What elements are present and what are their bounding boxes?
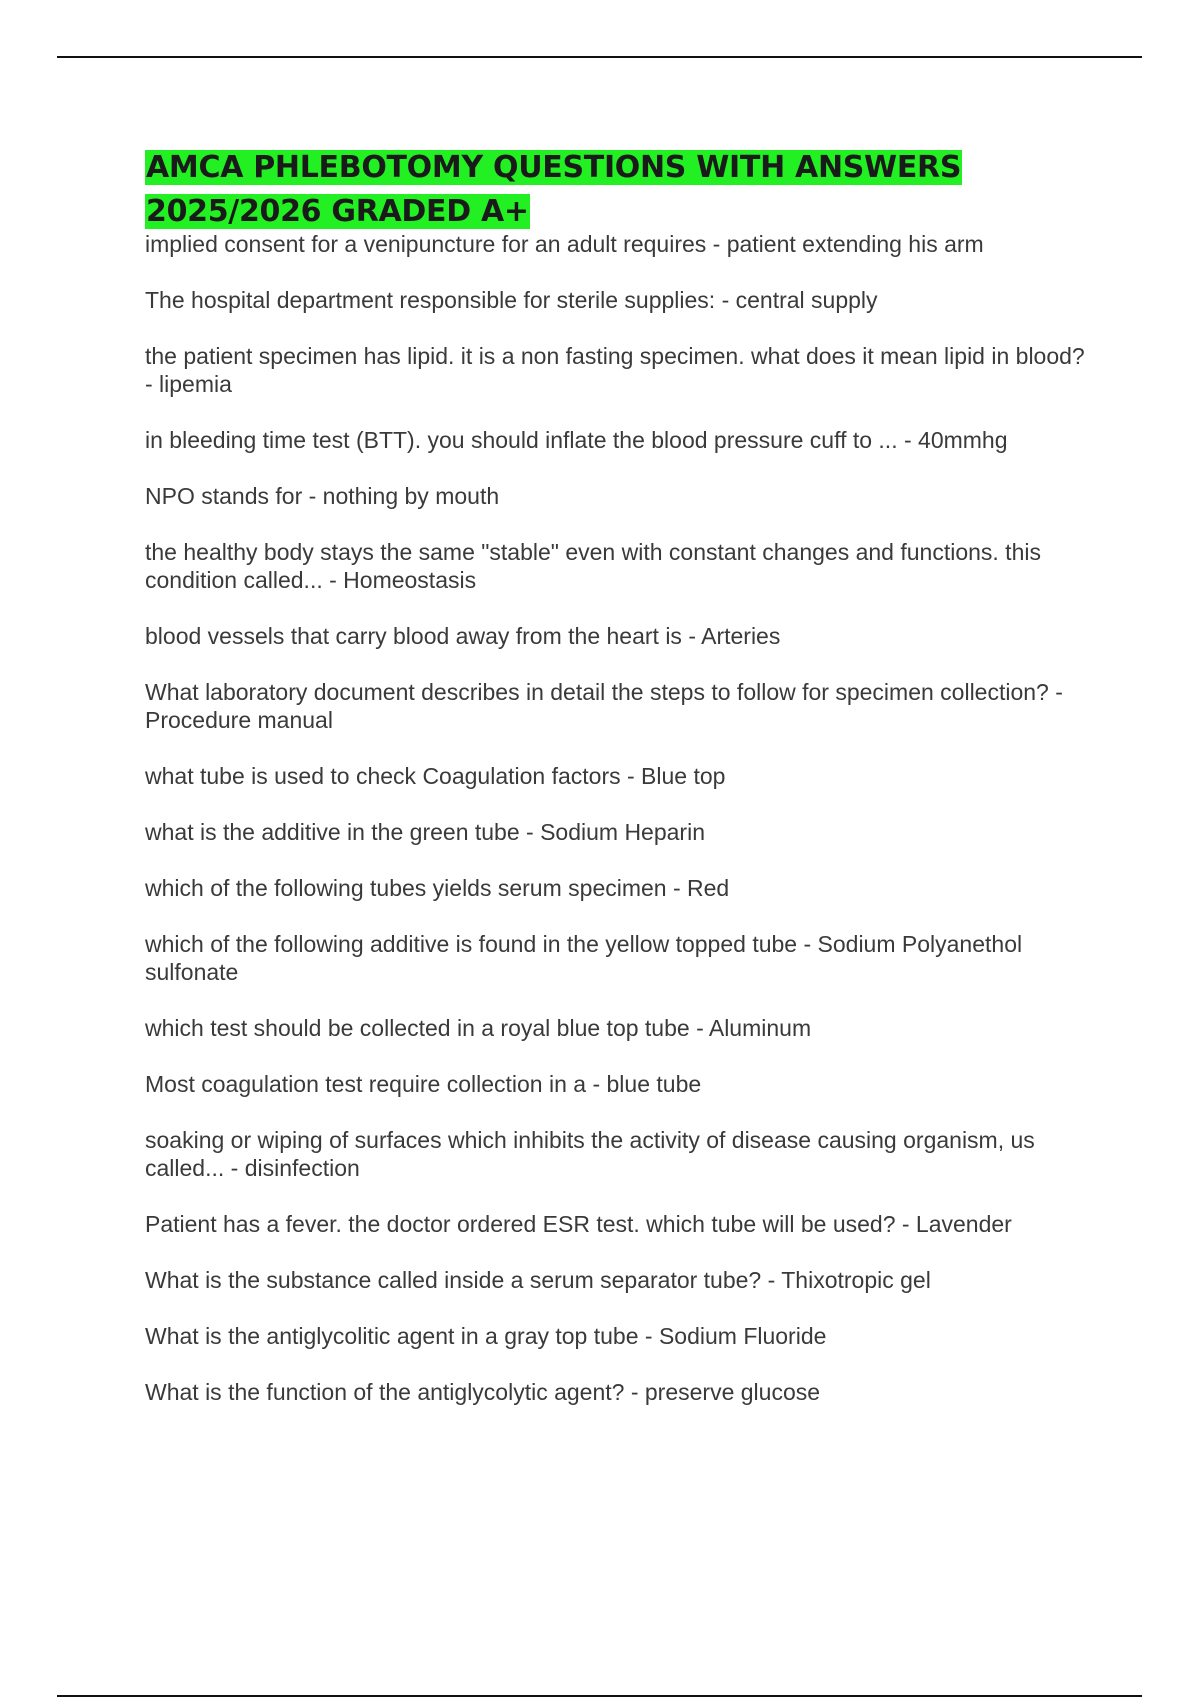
- qa-item: soaking or wiping of surfaces which inhibits the activity of disease causing organism, us called... - disinfection: [145, 1127, 1035, 1181]
- title-line-2: 2025/2026 GRADED A+: [146, 194, 529, 229]
- qa-item: The hospital department responsible for sterile supplies: - central supply: [145, 287, 878, 313]
- qa-item: the patient specimen has lipid. it is a non fasting specimen. what does it mean lipid in blood? - lipemia: [145, 343, 1085, 397]
- qa-item: What is the function of the antiglycolytic agent? - preserve glucose: [145, 1379, 821, 1405]
- qa-list: [145, 230, 1095, 1406]
- top-rule: [57, 56, 1142, 58]
- qa-item: implied consent for a venipuncture for an adult requires - patient extending his arm: [145, 231, 984, 257]
- qa-item: which test should be collected in a royal blue top tube - Aluminum: [145, 1015, 812, 1041]
- qa-item: which of the following additive is found in the yellow topped tube - Sodium Polyanethol sulfonate: [145, 931, 1023, 985]
- bottom-rule: [57, 1695, 1142, 1697]
- title-line-1: AMCA PHLEBOTOMY QUESTIONS WITH ANSWERS: [146, 150, 962, 185]
- qa-item: What is the substance called inside a serum separator tube? - Thixotropic gel: [145, 1267, 931, 1293]
- qa-item: what tube is used to check Coagulation factors - Blue top: [145, 763, 726, 789]
- qa-item: Patient has a fever. the doctor ordered ESR test. which tube will be used? - Lavender: [145, 1211, 1012, 1237]
- qa-item: NPO stands for - nothing by mouth: [145, 483, 500, 509]
- document-title: [145, 146, 1095, 234]
- qa-item: What laboratory document describes in detail the steps to follow for specimen collection? - Procedure manual: [145, 679, 1063, 733]
- qa-item: which of the following tubes yields serum specimen - Red: [145, 875, 730, 901]
- document-body: [145, 146, 1095, 1434]
- qa-item: blood vessels that carry blood away from the heart is - Arteries: [145, 623, 781, 649]
- qa-item: what is the additive in the green tube - Sodium Heparin: [145, 819, 705, 845]
- qa-item: What is the antiglycolitic agent in a gray top tube - Sodium Fluoride: [145, 1323, 827, 1349]
- qa-item: the healthy body stays the same "stable" even with constant changes and functions. this condition called... - Homeostasis: [145, 539, 1041, 593]
- qa-item: Most coagulation test require collection in a - blue tube: [145, 1071, 702, 1097]
- qa-item: in bleeding time test (BTT). you should inflate the blood pressure cuff to ... - 40mmhg: [145, 427, 1008, 453]
